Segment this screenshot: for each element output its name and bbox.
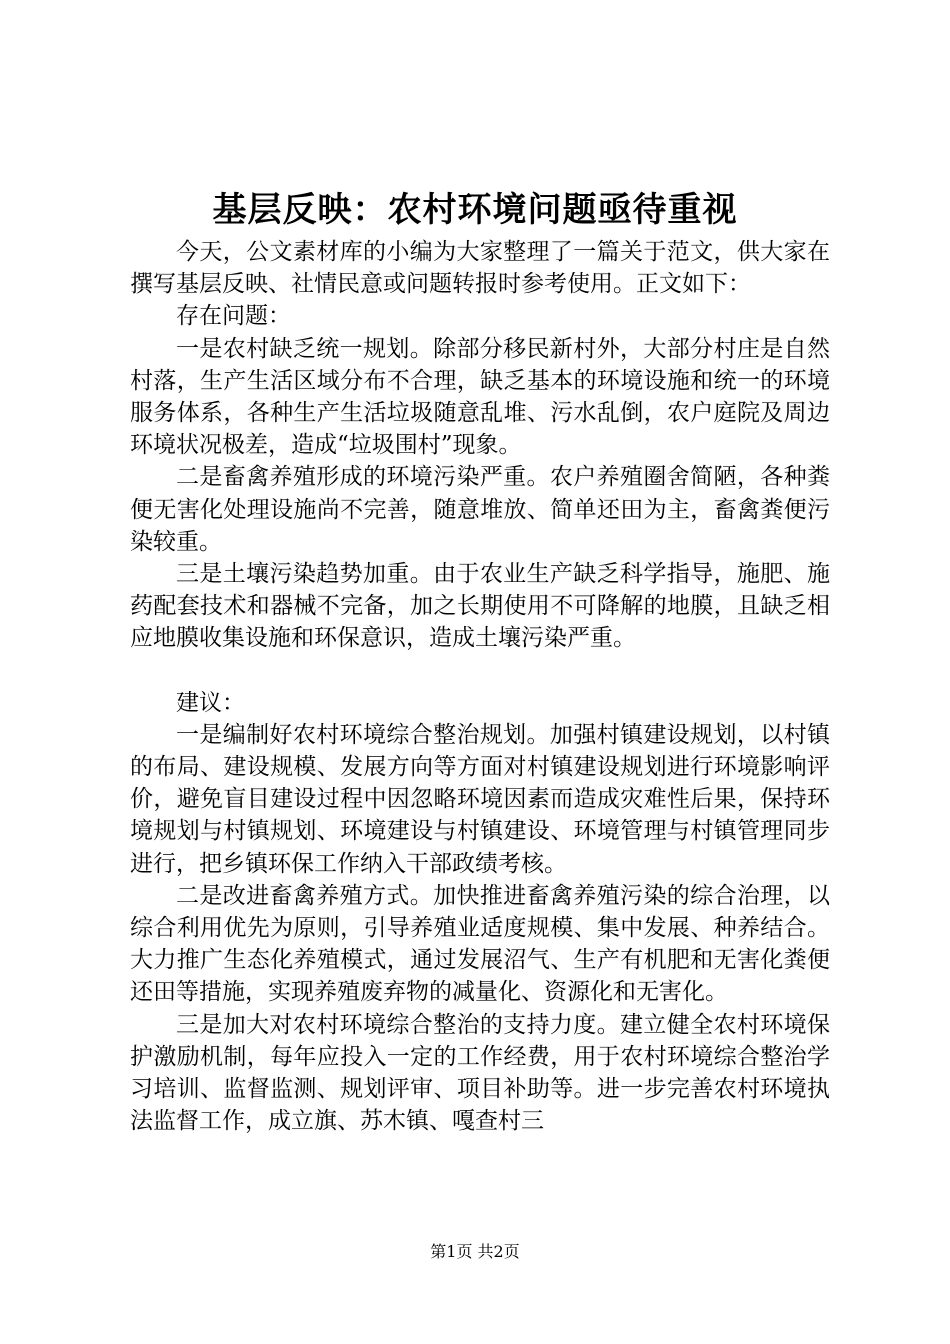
page-number-footer: 第1页 共2页 bbox=[430, 1242, 520, 1261]
problem-paragraph-2: 二是畜禽养殖形成的环境污染严重。农户养殖圈舍简陋，各种粪便无害化处理设施尚不完善，随意堆放、简单还田为主，畜禽粪便污染较重。 bbox=[130, 464, 830, 555]
document-body bbox=[130, 236, 830, 1137]
problems-heading: 存在问题： bbox=[176, 303, 291, 330]
suggestion-paragraph-1: 一是编制好农村环境综合整治规划。加强村镇建设规划，以村镇的布局、建设规模、发展方向等方面对村镇建设规划进行环境影响评价，避免盲目建设过程中因忽略环境因素而造成灾难性后果，保持环境规划与村镇规划、环境建设与村镇建设、环境管理与村镇管理同步进行，把乡镇环保工作纳入干部政绩考核。 bbox=[130, 721, 830, 877]
intro-paragraph: 今天，公文素材库的小编为大家整理了一篇关于范文，供大家在撰写基层反映、社情民意或问题转报时参考使用。正文如下： bbox=[130, 239, 830, 298]
suggestions-heading: 建议： bbox=[176, 689, 245, 716]
document-title: 基层反映：农村环境问题亟待重视 bbox=[212, 190, 738, 230]
problem-paragraph-1: 一是农村缺乏统一规划。除部分移民新村外，大部分村庄是自然村落，生产生活区域分布不合理，缺乏基本的环境设施和统一的环境服务体系，各种生产生活垃圾随意乱堆、污水乱倒，农户庭院及周边环境状况极差，造成“垃圾围村”现象。 bbox=[130, 335, 830, 459]
suggestion-paragraph-2: 二是改进畜禽养殖方式。加快推进畜禽养殖污染的综合治理，以综合利用优先为原则，引导养殖业适度规模、集中发展、种养结合。大力推广生态化养殖模式，通过发展沼气、生产有机肥和无害化粪便还田等措施，实现养殖废弃物的减量化、资源化和无害化。 bbox=[130, 882, 830, 1006]
problem-paragraph-3: 三是土壤污染趋势加重。由于农业生产缺乏科学指导，施肥、施药配套技术和器械不完备，加之长期使用不可降解的地膜，且缺乏相应地膜收集设施和环保意识，造成土壤污染严重。 bbox=[130, 561, 830, 652]
section-spacer bbox=[130, 655, 830, 687]
suggestion-paragraph-3: 三是加大对农村环境综合整治的支持力度。建立健全农村环境保护激励机制，每年应投入一定的工作经费，用于农村环境综合整治学习培训、监督监测、规划评审、项目补助等。进一步完善农村环境执法监督工作，成立旗、苏木镇、嘎查村三 bbox=[130, 1011, 830, 1135]
